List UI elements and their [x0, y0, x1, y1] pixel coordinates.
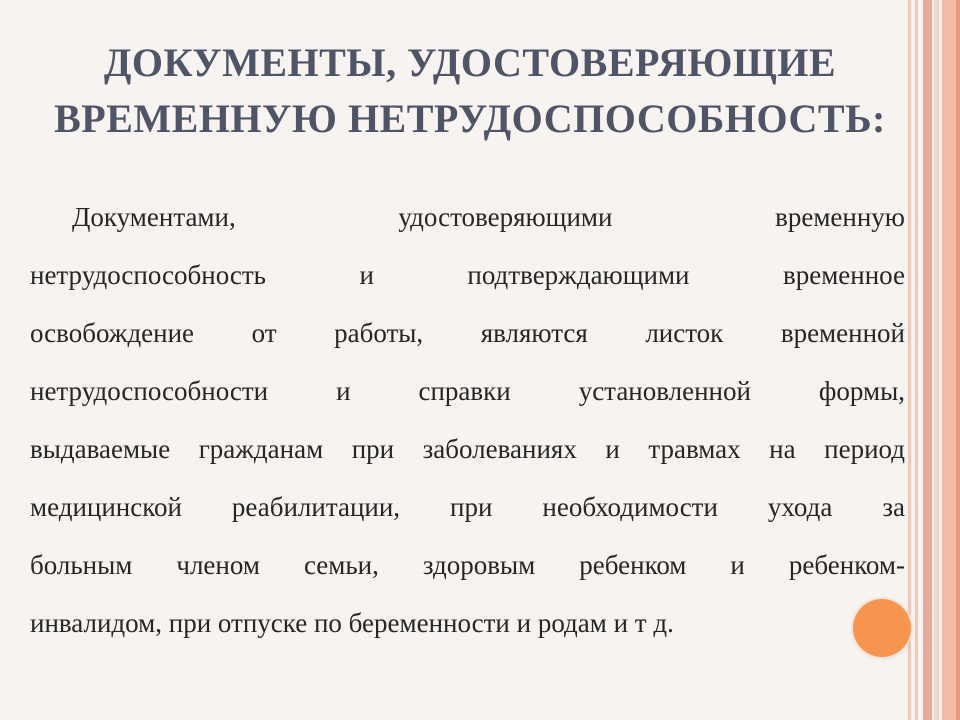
word: период [824, 434, 905, 464]
word: ребенком [579, 550, 687, 580]
word: при [351, 434, 395, 464]
word: временное [782, 260, 905, 290]
word: на [769, 434, 796, 464]
decorative-stripe [956, 0, 960, 720]
word: ребенком- [788, 550, 905, 580]
decorative-stripe [934, 0, 939, 720]
decorative-circle [853, 599, 911, 657]
paragraph-line [30, 188, 905, 246]
word: и [730, 550, 745, 580]
paragraph-line [30, 362, 905, 420]
word: временную [775, 202, 905, 232]
word: здоровым [422, 550, 536, 580]
paragraph-line [30, 536, 905, 594]
word: нетрудоспособности [30, 376, 269, 406]
word: при [450, 492, 493, 522]
word: установленной [578, 376, 751, 406]
word: выдаваемые [30, 434, 171, 464]
paragraph-line [30, 478, 905, 536]
title-line: ВРЕМЕННУЮ НЕТРУДОСПОСОБНОСТЬ: [54, 96, 886, 141]
word: больным [30, 550, 133, 580]
word: заболеваниях [422, 434, 577, 464]
word: Документами, [72, 202, 236, 232]
word: гражданам [198, 434, 324, 464]
paragraph-line [30, 304, 905, 362]
word: справки [418, 376, 511, 406]
word: и [336, 376, 351, 406]
word: листок [645, 318, 724, 348]
word: семьи, [303, 550, 379, 580]
word: формы, [818, 376, 905, 406]
word: нетрудоспособность [30, 260, 266, 290]
word: медицинской [30, 492, 182, 522]
word: и [359, 260, 374, 290]
word: работы, [334, 318, 424, 348]
word: подтверждающими [467, 260, 690, 290]
word: являются [480, 318, 588, 348]
word: временной [780, 318, 905, 348]
title-line: ДОКУМЕНТЫ, УДОСТОВЕРЯЮЩИЕ [103, 40, 837, 85]
word: членом [176, 550, 260, 580]
paragraph-line [30, 246, 905, 304]
paragraph-line: инвалидом, при отпуске по беременности и родам и т д. [30, 608, 674, 638]
body-paragraph [30, 188, 905, 652]
word: и [605, 434, 620, 464]
word: ухода [767, 492, 833, 522]
word: удостоверяющими [398, 202, 613, 232]
decorative-stripe [923, 0, 932, 720]
paragraph-line [30, 420, 905, 478]
decorative-stripe [915, 0, 918, 720]
word: освобождение [30, 318, 195, 348]
word: необходимости [542, 492, 718, 522]
word: травмах [648, 434, 741, 464]
word: за [882, 492, 905, 522]
word: от [251, 318, 277, 348]
slide-title [30, 35, 910, 147]
word: реабилитации, [231, 492, 401, 522]
